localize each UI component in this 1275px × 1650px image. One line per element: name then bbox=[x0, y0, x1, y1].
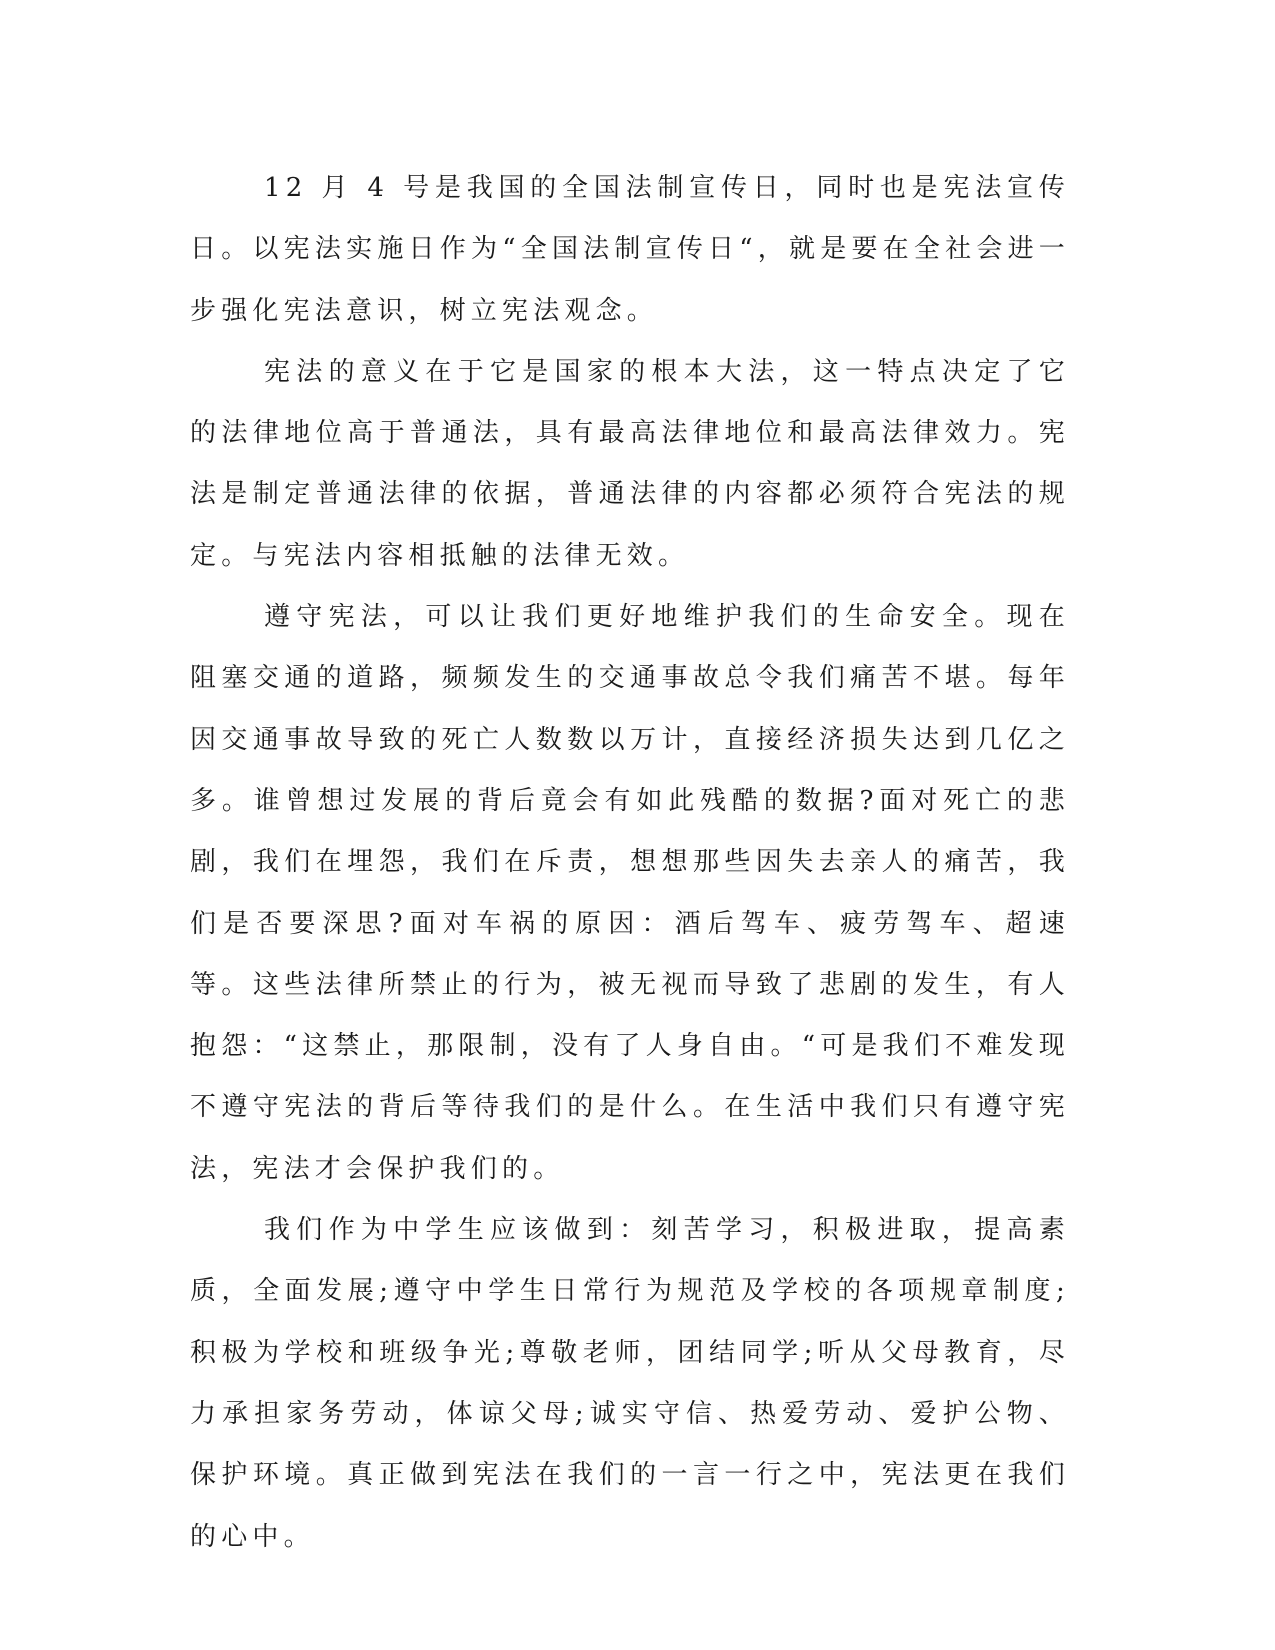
paragraph-traffic-safety: 遵守宪法，可以让我们更好地维护我们的生命安全。现在阻塞交通的道路，频频发生的交通事故总令我们痛苦不堪。每年因交通事故导致的死亡人数数以万计，直接经济损失达到几亿之多。谁曾想过发展的背后竟会有如此残酷的数据?面对死亡的悲剧，我们在埋怨，我们在斥责，想想那些因失去亲人的痛苦，我们是否要深思?面对车祸的原因：酒后驾车、疲劳驾车、超速等。这些法律所禁止的行为，被无视而导致了悲剧的发生，有人抱怨：“这禁止，那限制，没有了人身自由。“可是我们不难发现不遵守宪法的背后等待我们的是什么。在生活中我们只有遵守宪法，宪法才会保护我们的。 bbox=[190, 602, 1070, 1184]
paragraph-constitution-meaning: 宪法的意义在于它是国家的根本大法，这一特点决定了它的法律地位高于普通法，具有最高法律地位和最高法律效力。宪法是制定普通法律的依据，普通法律的内容都必须符合宪法的规定。与宪法内容相抵触的法律无效。 bbox=[190, 356, 1070, 571]
paragraph-legal-day: 12 月 4 号是我国的全国法制宣传日，同时也是宪法宣传日。以宪法实施日作为“全国法制宣传日“，就是要在全社会进一步强化宪法意识，树立宪法观念。 bbox=[190, 173, 1070, 326]
paragraph-student-duties: 我们作为中学生应该做到：刻苦学习，积极进取，提高素质，全面发展;遵守中学生日常行为规范及学校的各项规章制度;积极为学校和班级争光;尊敬老师，团结同学;听从父母教育，尽力承担家务劳动，体谅父母;诚实守信、热爱劳动、爱护公物、保护环境。真正做到宪法在我们的一言一行之中，宪法更在我们的心中。 bbox=[190, 1215, 1070, 1552]
document-body bbox=[190, 158, 1070, 1568]
